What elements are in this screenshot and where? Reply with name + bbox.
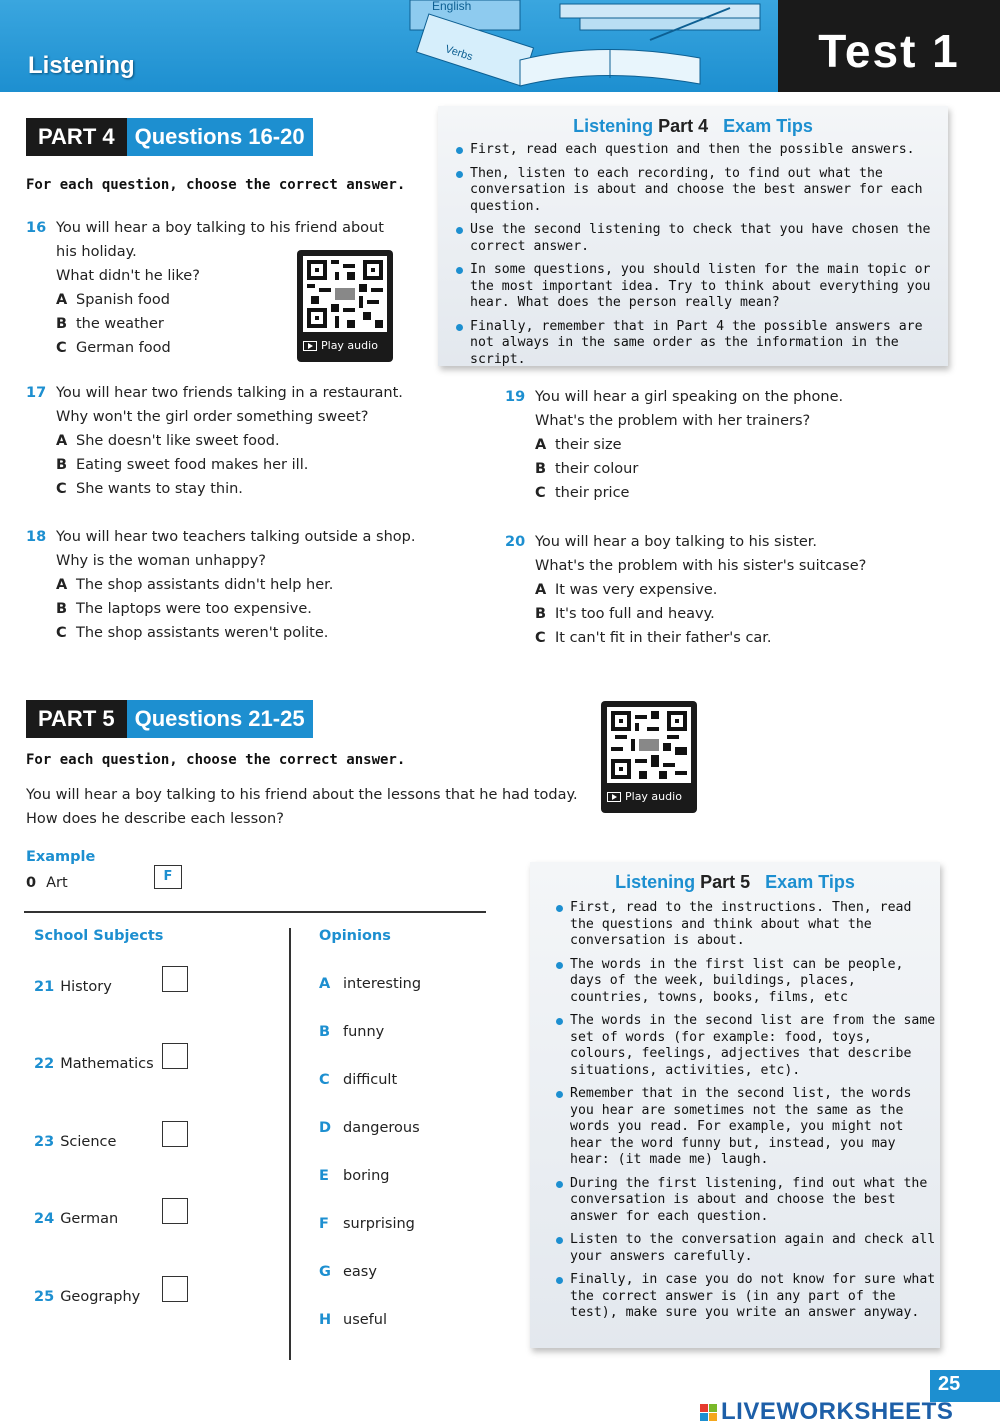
question-text: You will hear a boy talking to his sister. [535,534,818,550]
option-a[interactable]: A It was very expensive. [535,582,718,598]
option-c[interactable]: C The shop assistants weren't polite. [56,625,329,641]
opinion-d: D dangerous [319,1120,420,1136]
qr-code [303,256,387,332]
book-word-verbs: Verbs [443,43,475,64]
opinions-header: Opinions [319,928,391,944]
option-b[interactable]: B Eating sweet food makes her ill. [56,457,309,473]
part5-instruction: For each question, choose the correct answer. [26,752,406,768]
subject-21: 21 History [34,979,112,995]
tip-item: The words in the first list can be people, days of the week, buildings, places, countries, towns, books, films, etc [554,957,936,1007]
section-title: Listening [28,52,135,79]
example-row: 0 Art [26,875,68,891]
option-b[interactable]: B their colour [535,461,639,477]
opinion-c: C difficult [319,1072,398,1088]
opinion-b: B funny [319,1024,385,1040]
test-title: Test 1 [818,25,960,77]
subject-22: 22 Mathematics [34,1056,154,1072]
column-divider [289,928,291,1360]
tip-item: Finally, in case you do not know for sure what the correct answer is (in any part of the test), make sure you write an answer anyway. [554,1272,936,1322]
subject-25: 25 Geography [34,1289,141,1305]
tip-item: First, read to the instructions. Then, read the questions and think about what the conversation is about. [554,900,936,950]
option-c[interactable]: C their price [535,485,630,501]
subject-24: 24 German [34,1211,119,1227]
question-text: Why is the woman unhappy? [56,553,266,569]
qr-pattern-icon [611,711,687,779]
question-18 [26,525,466,645]
option-a[interactable]: A She doesn't like sweet food. [56,433,280,449]
question-number: 17 [26,385,47,401]
tips-list [454,142,944,375]
opinion-g: G easy [319,1264,377,1280]
liveworksheets-brand[interactable] [700,1398,953,1426]
example-answer-box: F [154,865,182,889]
page-number: 25 [930,1370,1000,1402]
answer-box-24[interactable] [162,1198,188,1224]
part4-instruction: For each question, choose the correct answer. [26,177,406,193]
question-17 [26,381,466,501]
question-text: You will hear two teachers talking outside a shop. [56,529,416,545]
question-text: his holiday. [56,244,137,260]
example-label: Example [26,849,96,865]
option-c[interactable]: C She wants to stay thin. [56,481,243,497]
tip-item: Listen to the conversation again and check all your answers carefully. [554,1232,936,1265]
question-number: 16 [26,220,47,236]
intro-text: You will hear a boy talking to his friend about the lessons that he had today. [26,787,578,803]
page-header [0,0,1000,92]
question-text: You will hear a boy talking to his friend about [56,220,384,236]
option-b[interactable]: B It's too full and heavy. [535,606,715,622]
question-text: You will hear a girl speaking on the phone. [535,389,844,405]
tip-item: In some questions, you should listen for the main topic or the most important idea. Try to think about everything you hear. What does the person really mean? [454,262,944,312]
question-number: 19 [505,389,526,405]
option-a[interactable]: A their size [535,437,622,453]
question-text: What's the problem with his sister's suitcase? [535,558,867,574]
answer-box-23[interactable] [162,1121,188,1147]
part4-exam-tips [438,106,948,366]
part4-questions: Questions 16-20 [127,118,313,156]
subjects-header: School Subjects [34,928,164,944]
tips-list [554,900,936,1329]
option-c[interactable]: C German food [56,340,171,356]
part4-header [26,118,313,156]
brand-logo-icon [700,1404,717,1421]
play-icon [607,792,621,802]
tip-item: Finally, remember that in Part 4 the possible answers are not always in the same order as the information in the script. [454,319,944,369]
opinion-f: F surprising [319,1216,415,1232]
play-audio-label: Play audio [321,339,378,352]
option-b[interactable]: B the weather [56,316,164,332]
answer-box-25[interactable] [162,1276,188,1302]
part5-intro [26,783,596,831]
question-20 [505,530,945,650]
question-19 [505,385,945,505]
tip-item: The words in the second list are from the same set of words (for example: food, toys, colours, feelings, adjectives that describe situations, activities, etc). [554,1013,936,1079]
opinion-a: A interesting [319,976,422,992]
tip-item: Remember that in the second list, the words you hear are sometimes not the same as the words you read. For example, you might not hear the word funny but, instead, you may hear: (it made me) laugh. [554,1086,936,1169]
question-text: You will hear two friends talking in a restaurant. [56,385,403,401]
option-b[interactable]: B The laptops were too expensive. [56,601,312,617]
qr-audio-part4[interactable] [297,250,393,362]
opinion-h: H useful [319,1312,387,1328]
answer-box-22[interactable] [162,1043,188,1069]
part5-questions: Questions 21-25 [127,700,313,738]
tip-item: Use the second listening to check that you have chosen the correct answer. [454,222,944,255]
play-audio-label: Play audio [625,790,682,803]
question-number: 20 [505,534,526,550]
question-text: What didn't he like? [56,268,200,284]
qr-pattern-icon [307,260,383,328]
question-number: 18 [26,529,47,545]
tip-item: First, read each question and then the possible answers. [454,142,944,159]
part4-label: PART 4 [26,118,127,156]
opinion-e: E boring [319,1168,390,1184]
test-badge [778,0,1000,92]
qr-audio-part5[interactable] [601,701,697,813]
intro-text: How does he describe each lesson? [26,811,284,827]
table-divider [24,911,486,913]
book-word-english: English [432,0,472,13]
question-text: What's the problem with her trainers? [535,413,811,429]
play-icon [303,341,317,351]
question-text: Why won't the girl order something sweet? [56,409,369,425]
part5-exam-tips [530,862,940,1348]
tips-title: Listening Part 5 Exam Tips [615,872,855,892]
part5-header [26,700,313,738]
tips-title: Listening Part 4 Exam Tips [573,116,813,136]
brand-text: LIVEWORKSHEETS [721,1398,954,1425]
tip-item: During the first listening, find out what the conversation is about and choose the best answer for each question. [554,1176,936,1226]
qr-code [607,707,691,783]
books-illustration [400,0,780,92]
option-c[interactable]: C It can't fit in their father's car. [535,630,772,646]
answer-box-21[interactable] [162,966,188,992]
option-a[interactable]: A The shop assistants didn't help her. [56,577,334,593]
part5-label: PART 5 [26,700,127,738]
subject-23: 23 Science [34,1134,117,1150]
tip-item: Then, listen to each recording, to find out what the conversation is about and choose the best answer for each question. [454,166,944,216]
option-a[interactable]: A Spanish food [56,292,170,308]
